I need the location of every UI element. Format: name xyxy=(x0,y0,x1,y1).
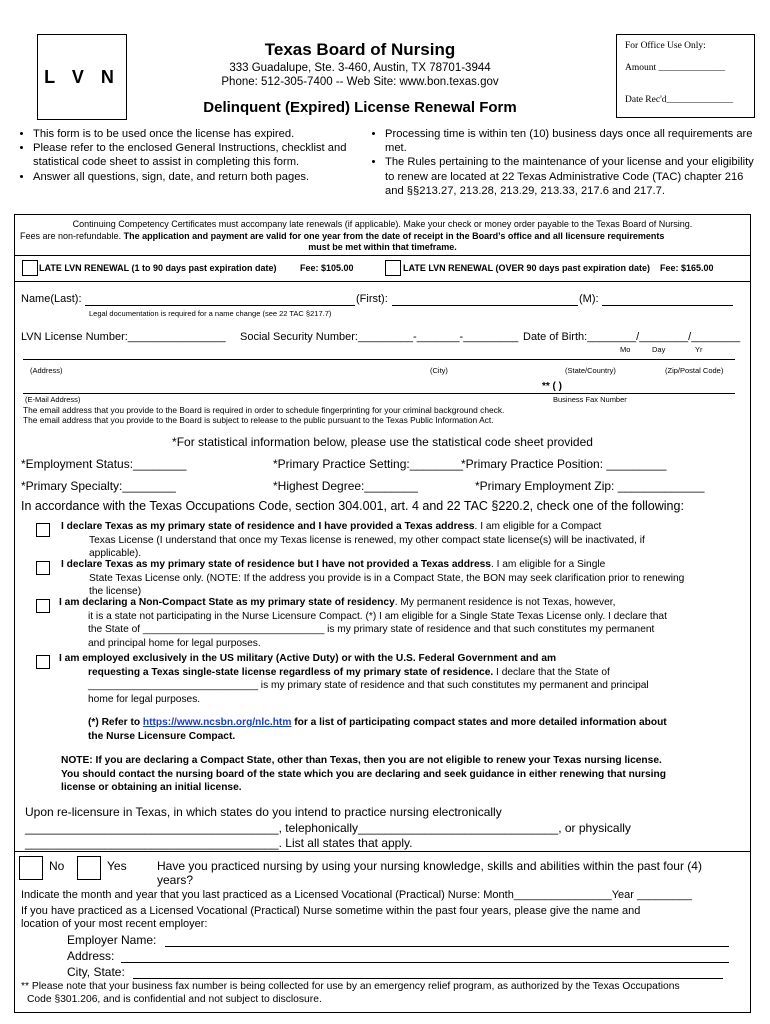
yes-label: Yes xyxy=(107,859,127,873)
employer-address-label: Address: xyxy=(67,949,115,963)
practiced-question-1: Have you practiced nursing by using your nursing knowledge, skills and abilities within the past four (4) xyxy=(157,859,702,873)
dob-month-label: Mo xyxy=(620,345,631,354)
name-first-input[interactable] xyxy=(392,305,578,306)
fax-note-1: ** Please note that your business fax number is being collected for use by an emergency relief program, as authorized by the Texas Occupations xyxy=(21,981,680,992)
compact-reference: (*) Refer to https://www.ncsbn.org/nlc.htm for a list of participating compact states and more detailed information about the Nurse Licensure Compact. xyxy=(88,717,667,742)
application-section xyxy=(14,214,751,1013)
practice-states-line-2[interactable]: ______________________________________. List all states that apply. xyxy=(25,836,413,850)
address-label: (Address) xyxy=(30,366,63,375)
dob-year-label: Yr xyxy=(695,345,703,354)
employer-city-label: City, State: xyxy=(67,965,125,979)
employer-city-input[interactable] xyxy=(133,978,723,979)
instructions-left xyxy=(20,127,360,184)
notice-line-1: Continuing Competency Certificates must accompany late renewals (if applicable). Make your check or money order payable to the Texas Board of Nursing. xyxy=(72,219,693,229)
email-note-2: The email address that you provide to the Board is subject to release to the public pursuant to the Texas Public Information Act. xyxy=(23,415,494,425)
email-input[interactable] xyxy=(23,393,735,394)
office-use-box xyxy=(616,34,755,118)
agency-contact: Phone: 512-305-7400 -- Web Site: www.bon.texas.gov xyxy=(221,76,499,88)
office-title: For Office Use Only: xyxy=(625,41,706,51)
email-label: (E-Mail Address) xyxy=(25,395,81,404)
notice-line-3: must be met within that timeframe. xyxy=(308,242,457,252)
practice-states-question: Upon re-licensure in Texas, in which states do you intend to practice nursing electronically xyxy=(25,805,502,819)
practice-states-line-1[interactable]: ______________________________________, telephonically______________________________, or physically xyxy=(25,821,631,835)
compact-option-3-checkbox[interactable] xyxy=(36,599,50,613)
name-middle-input[interactable] xyxy=(602,305,733,306)
practice-position-field[interactable]: *Primary Practice Position: _________ xyxy=(461,457,667,471)
fax-area-code[interactable]: ** ( ) xyxy=(542,381,562,392)
employment-status-field[interactable]: *Employment Status:________ xyxy=(21,457,187,471)
no-label: No xyxy=(49,859,65,873)
instruction-item: • Processing time is within ten (10) business days once all requirements are met. xyxy=(385,127,757,155)
highest-degree-field[interactable]: *Highest Degree:________ xyxy=(273,479,418,493)
renewal-1-90-checkbox[interactable] xyxy=(22,260,38,276)
lvn-label-box xyxy=(37,34,127,120)
instruction-item: • Please refer to the enclosed General Instructions, checklist and statistical code sheet to assist in completing this form. xyxy=(33,141,360,169)
practice-setting-field[interactable]: *Primary Practice Setting:________ xyxy=(273,457,464,471)
compact-option-4: I am employed exclusively in the US military (Active Duty) or with the U.S. Federal Government and am requesting a Texas single-state license regardless of my primary state of residence. I declare that the State of ______________________________ is my primary state of residence and that such constitutes my permanent and principal home for legal purposes. xyxy=(59,653,649,705)
renewal-over-90-checkbox[interactable] xyxy=(385,260,401,276)
address-input[interactable] xyxy=(23,359,735,360)
email-note-1: The email address that you provide to the Board is required in order to schedule fingerprinting for your criminal background check. xyxy=(23,405,505,415)
notice-line-2: Fees are non-refundable. The application and payment are valid for one year from the date of receipt in the Board’s office and all licensure requirements xyxy=(20,231,665,241)
lvn-label: L V N xyxy=(44,66,120,87)
last-practiced-field[interactable]: Indicate the month and year that you last practiced as a Licensed Vocational (Practical) Nurse: Month________________Year _________ xyxy=(21,889,693,901)
employer-instructions-1: If you have practiced as a Licensed Vocational (Practical) Nurse sometime within the past four years, please give the name and xyxy=(21,905,641,917)
dob-field[interactable]: Date of Birth:________/________/________ xyxy=(523,331,741,343)
instruction-item: • This form is to be used once the license has expired. xyxy=(33,127,360,141)
name-last-label: Name(Last): xyxy=(21,293,82,305)
license-number-field[interactable]: LVN License Number:________________ xyxy=(21,331,226,343)
employer-name-label: Employer Name: xyxy=(67,933,157,947)
instruction-item: • Answer all questions, sign, date, and return both pages. xyxy=(33,170,360,184)
practiced-yes-checkbox[interactable] xyxy=(77,856,101,880)
instructions-right xyxy=(372,127,757,198)
zip-label: (Zip/Postal Code) xyxy=(665,366,724,375)
compact-option-2: I declare Texas as my primary state of residence but I have not provided a Texas address. I am eligible for a Single State Texas License only. (NOTE: If the address you provide is in a Compact State, the BON may seek clarification prior to renewing the license) xyxy=(61,559,685,597)
renewal-option-2: LATE LVN RENEWAL (OVER 90 days past expiration date) xyxy=(403,263,651,273)
state-label: (State/Country) xyxy=(565,366,616,375)
renewal-fee-2: Fee: $165.00 xyxy=(660,263,714,273)
fax-label: Business Fax Number xyxy=(553,395,627,404)
compact-option-2-checkbox[interactable] xyxy=(36,561,50,575)
form-title: Delinquent (Expired) License Renewal Form xyxy=(203,99,517,116)
agency-address: 333 Guadalupe, Ste. 3-460, Austin, TX 78701-3944 xyxy=(229,62,491,74)
compact-option-4-checkbox[interactable] xyxy=(36,655,50,669)
practiced-no-checkbox[interactable] xyxy=(19,856,43,880)
compact-note: NOTE: If you are declaring a Compact State, other than Texas, then you are not eligible to renew your Texas nursing license. You should contact the nursing board of the state which you are declaring and seek guidance in either renewing that nursing license or obtaining an initial license. xyxy=(61,755,666,793)
practiced-question-2: years? xyxy=(157,873,194,887)
dob-day-label: Day xyxy=(652,345,666,354)
office-amount: Amount ______________ xyxy=(625,63,726,73)
employer-instructions-2: location of your most recent employer: xyxy=(21,918,208,930)
compact-option-3: I am declaring a Non-Compact State as my primary state of residency. My permanent residence is not Texas, however, it is a state not participating in the Nurse Licensure Compact. (*) I am eligible for a Single State Texas License only. I declare that the State of ________________________________ is my primary state of residence and that such constitutes my permanent and principal home for legal purposes. xyxy=(59,597,667,649)
renewal-option-1: LATE LVN RENEWAL (1 to 90 days past expiration date) xyxy=(39,263,277,273)
name-last-input[interactable] xyxy=(85,305,355,306)
agency-name: Texas Board of Nursing xyxy=(264,40,456,59)
employment-zip-field[interactable]: *Primary Employment Zip: _____________ xyxy=(475,479,705,493)
ssn-field[interactable]: Social Security Number:_________-_______-_________ xyxy=(240,331,519,343)
city-label: (City) xyxy=(430,366,448,375)
fax-note-2: Code §301.206, and is confidential and not subject to disclosure. xyxy=(27,994,322,1005)
compact-heading: In accordance with the Texas Occupations Code, section 304.001, art. 4 and 22 TAC §220.2, check one of the following: xyxy=(21,499,684,513)
instruction-item: • The Rules pertaining to the maintenance of your license and your eligibility to renew are located at 22 Texas Administrative Code (TAC) chapter 216 and §§213.27, 213.28, 213.29, 213.33, 217.6 and 217.7. xyxy=(385,155,757,198)
legal-name-note: Legal documentation is required for a name change (see 22 TAC §217.7) xyxy=(89,309,332,318)
compact-option-1: I declare Texas as my primary state of residence and I have provided a Texas address. I am eligible for a Compact Texas License (I understand that once my Texas license is renewed, my other compact state license(s) will be inactivated, if applicable). xyxy=(61,521,645,559)
stats-heading: *For statistical information below, please use the statistical code sheet provided xyxy=(172,435,593,449)
name-middle-label: (M): xyxy=(579,293,599,305)
renewal-fee-1: Fee: $105.00 xyxy=(300,263,354,273)
ncsbn-link[interactable]: https://www.ncsbn.org/nlc.htm xyxy=(142,717,292,728)
compact-option-1-checkbox[interactable] xyxy=(36,523,50,537)
office-date: Date Rec'd______________ xyxy=(625,95,734,105)
employer-name-input[interactable] xyxy=(165,946,729,947)
primary-specialty-field[interactable]: *Primary Specialty:________ xyxy=(21,479,176,493)
name-first-label: (First): xyxy=(356,293,388,305)
employer-address-input[interactable] xyxy=(121,962,729,963)
